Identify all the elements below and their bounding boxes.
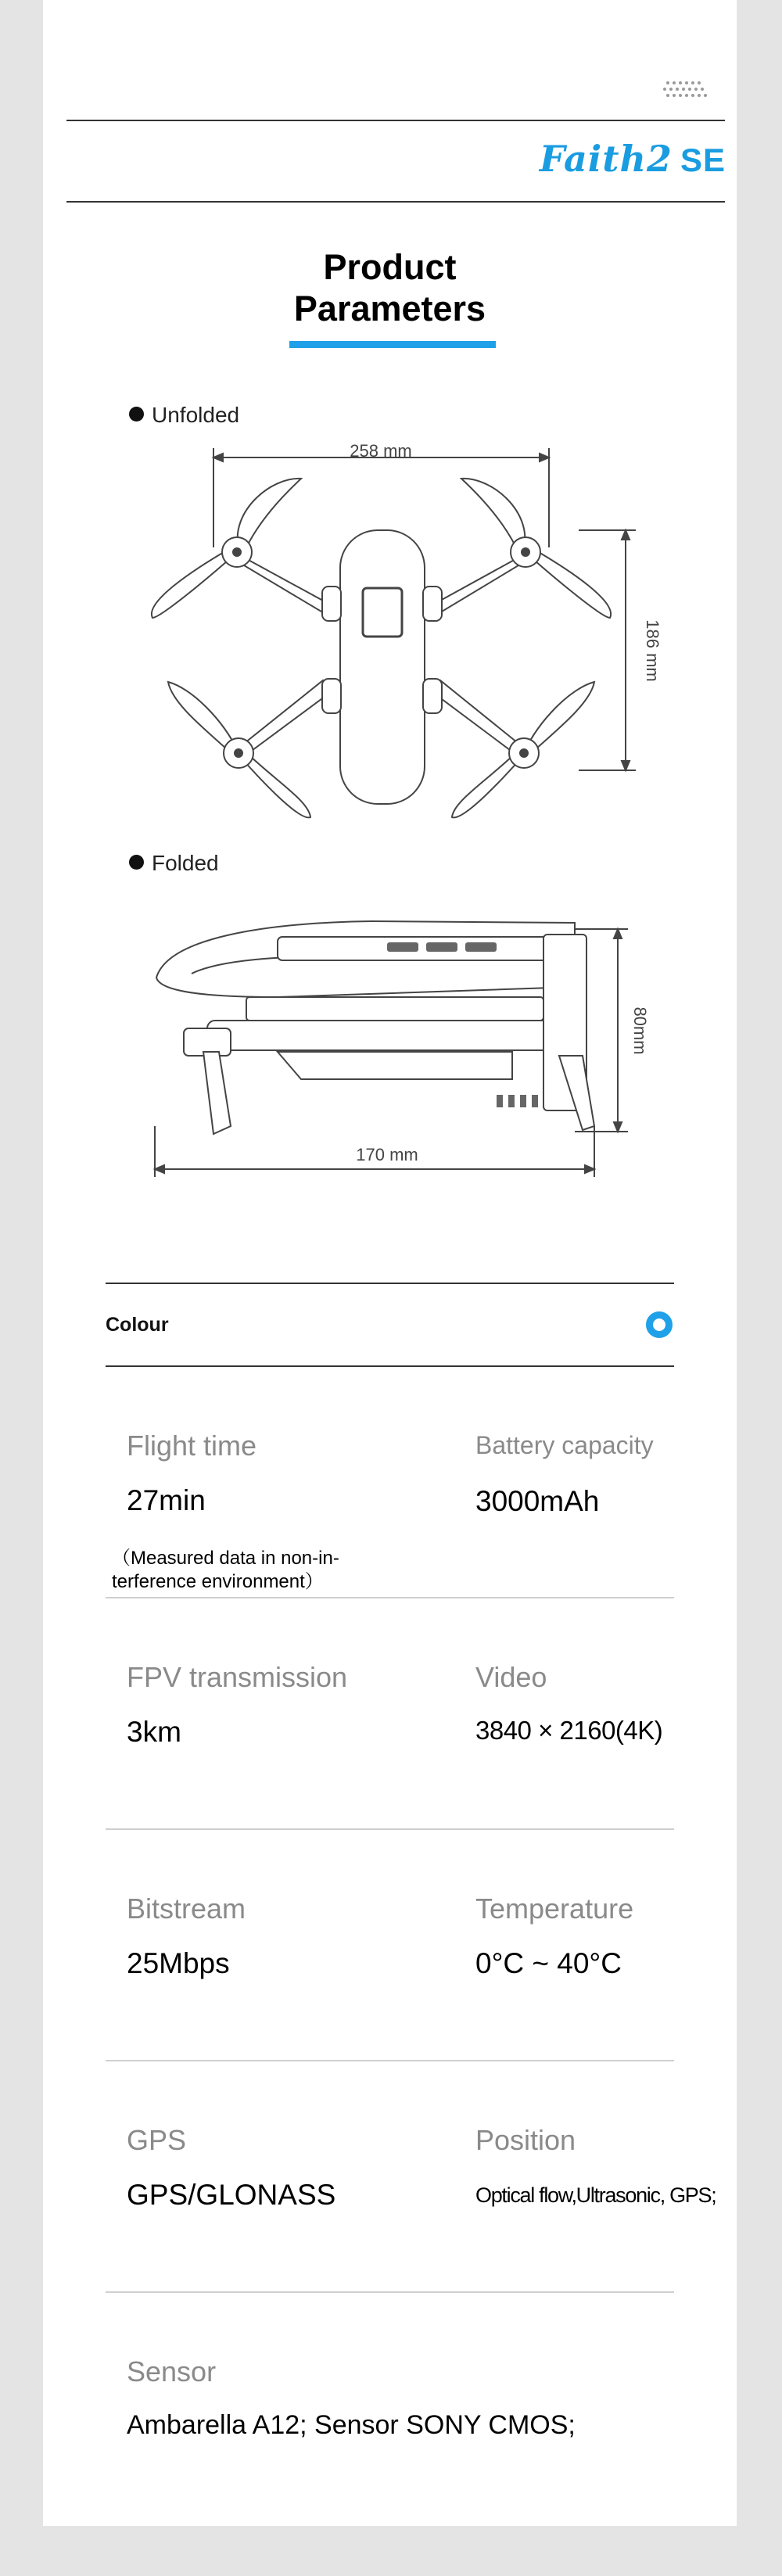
spec-value: 0°C ~ 40°C (475, 1947, 622, 1979)
unfolded-width-label: 258 mm (350, 441, 412, 461)
spec-sensor (127, 2355, 576, 2441)
product-page (43, 0, 737, 2526)
spec-key: Temperature (475, 1893, 634, 1925)
spec-key: Flight time (127, 1430, 257, 1462)
spec-key: Video (475, 1661, 547, 1693)
folded-label-text: Folded (152, 851, 219, 875)
spec-bitstream (127, 1893, 246, 1980)
spec-key: Battery capacity (475, 1431, 654, 1459)
spec-fpv (127, 1661, 347, 1749)
folded-height-label: 80mm (630, 1006, 650, 1055)
colour-swatch-icon[interactable] (646, 1311, 673, 1338)
title-line-1: Product (323, 247, 457, 287)
spec-note: （Measured data in non-in-terference environment） (112, 1548, 339, 1592)
spec-position (475, 2124, 716, 2208)
spec-value: GPS/GLONASS (127, 2179, 336, 2211)
spec-key: GPS (127, 2124, 187, 2156)
spec-battery (475, 1431, 654, 1518)
spec-key: Bitstream (127, 1893, 246, 1925)
spec-value: 3000mAh (475, 1485, 600, 1517)
unfolded-height-label: 186 mm (643, 619, 662, 682)
spec-value: Ambarella A12; Sensor SONY CMOS; (127, 2410, 576, 2440)
unfolded-label-text: Unfolded (152, 403, 240, 427)
spec-key: FPV transmission (127, 1661, 348, 1693)
brand-name: Faith2 (539, 138, 673, 180)
spec-value: 3840 × 2160(4K) (475, 1716, 663, 1745)
folded-drone-diagram (43, 0, 737, 1220)
colour-label: Colour (106, 1314, 169, 1336)
spec-video (475, 1661, 662, 1745)
spec-value: 3km (127, 1716, 181, 1748)
spec-value: 25Mbps (127, 1947, 230, 1979)
spec-key: Sensor (127, 2355, 217, 2388)
colour-row (106, 1283, 674, 1367)
spec-value: 27min (127, 1484, 206, 1516)
spec-flight-time (127, 1430, 256, 1517)
title-line-2: Parameters (293, 289, 486, 328)
spec-value: Optical flow,Ultrasonic, GPS; (475, 2183, 716, 2207)
folded-length-label: 170 mm (356, 1145, 418, 1164)
spec-temperature (475, 1893, 633, 1980)
brand-suffix: SE (680, 142, 726, 178)
spec-key: Position (475, 2124, 576, 2156)
spec-gps (127, 2124, 335, 2212)
